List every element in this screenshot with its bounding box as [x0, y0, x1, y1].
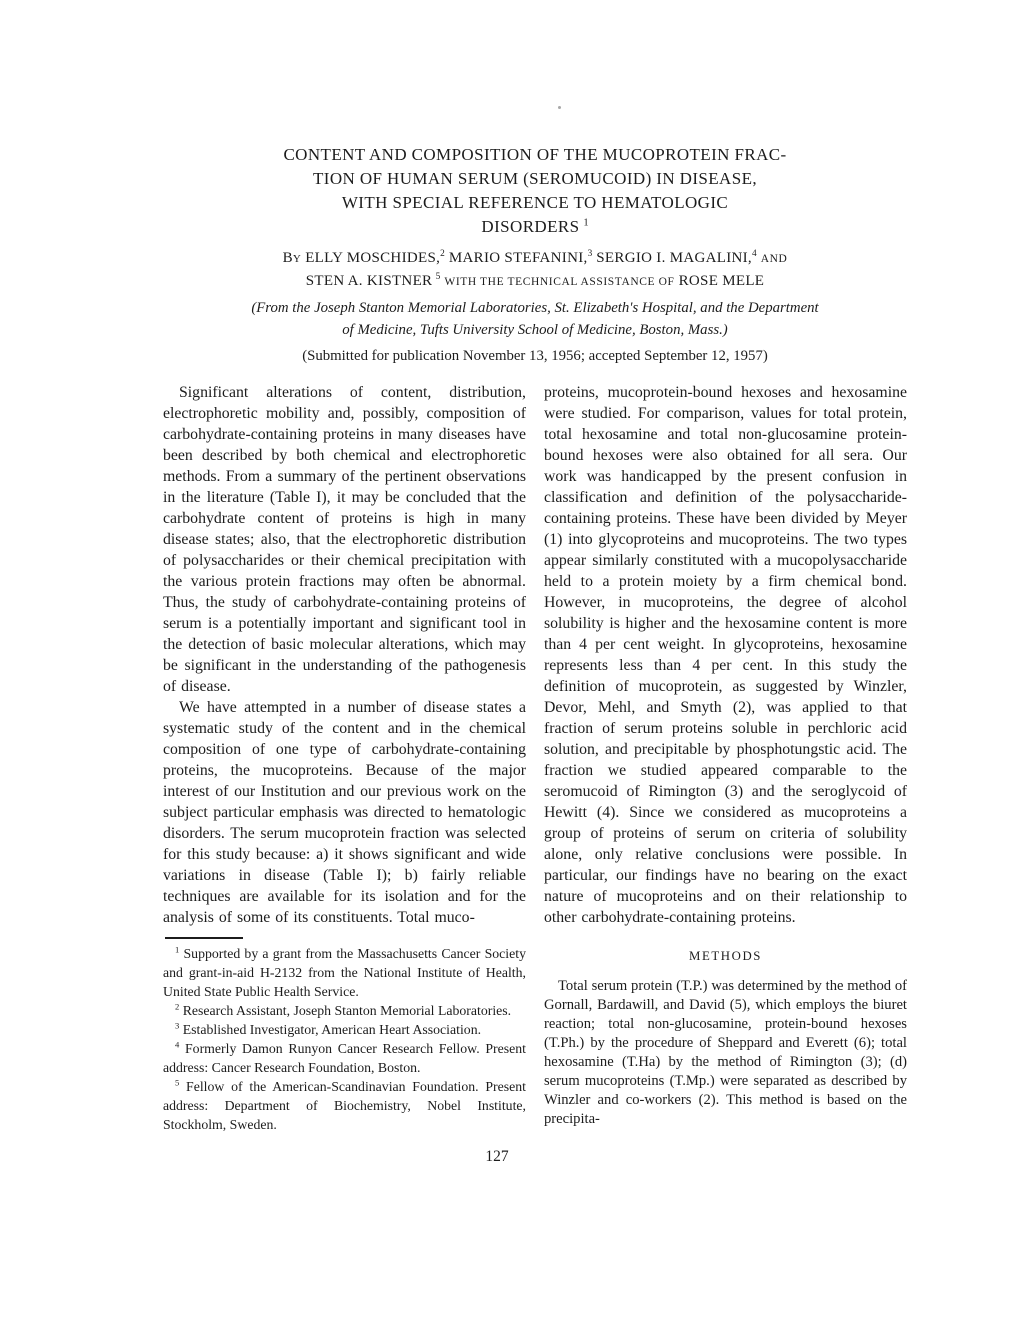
author-1-ref: 2: [440, 249, 445, 259]
footnote-divider: [165, 937, 243, 939]
page-number: 127: [485, 1148, 509, 1165]
title-disorders: DISORDERS: [481, 217, 580, 236]
submission-note: (Submitted for publication November 13, 1956; accepted September 12, 1957): [302, 348, 768, 364]
affiliation: [163, 297, 907, 341]
author-2: MARIO STEFANINI,: [448, 250, 588, 266]
author-2-ref: 3: [587, 249, 593, 259]
footnote-4-ref: 4: [175, 1039, 180, 1050]
body-paragraph-2: We have attempted in a number of disease states a systematic study of the content and in the chemical composition of one type of carbohydrate-containing proteins, the mucoproteins. Because of the major interest of our Institution and our previous work on the subject particular emphasis was directed to hematologic disorders. The serum mucoprotein fraction was selected for this study because: a) it shows significant and wide variations in disease (Table I); b) fairly reliable techniques are available for its isolation and for the analysis of some of its constituents. Total muco-: [163, 699, 526, 926]
footnote-3: [163, 1020, 526, 1039]
and-label: AND: [760, 253, 788, 265]
author-4: STEN A. KISTNER: [305, 273, 433, 289]
assistant-name: ROSE MELE: [678, 273, 765, 289]
footnote-5-text: Fellow of the American-Scandinavian Foundation. Present address: Department of Biochemistry, Nobel Institute, Stockholm, Sweden.: [163, 1079, 526, 1132]
left-column: [163, 382, 526, 1134]
author-3: SERGIO I. MAGALINI,: [596, 250, 752, 266]
body-paragraph-continuation: proteins, mucoprotein-bound hexoses and hexosamine were studied. For comparison, values for total protein, total hexosamine and total non-glucosamine protein-bound hexoses were also obtained for all sera. Our work was handicapped by the present confusion in classification and definition of the polysaccharide-containing proteins. These have been divided by Meyer (1) into glycoproteins and mucoproteins. The two types appear similarly constituted with a mucopolysaccharide held to a protein moiety by a firm chemical bond. However, in mucoproteins, the degree of alcohol solubility is higher and the hexosamine content is more than 4 per cent weight. In glycoproteins, hexosamine represents less than 4 per cent. In this study the definition of mucoprotein, as suggested by Winzler, Devor, Mehl, and Smyth (2), was applied to that fraction of serum proteins soluble in perchloric acid solution, and precipitable by phosphotungstic acid. The fraction we studied appeared comparable to the seromucoid of Rimington (3) and the seroglycoid of Hewitt (4). Since we considered as mucoproteins a group of proteins of serum on criteria of solubility alone, only relative conclusions were possible. In particular, our findings have no bearing on the exact nature of mucoproteins and on their relationship to other carbohydrate-containing proteins.: [544, 384, 907, 926]
affiliation-line-1: (From the Joseph Stanton Memorial Laboratories, St. Elizabeth's Hospital, and the Department: [251, 300, 819, 316]
body-paragraph-1: Significant alterations of content, distribution, electrophoretic mobility and, possibly, composition of carbohydrate-containing proteins in many diseases have been described by both chemical and electrophoretic methods. From a summary of the pertinent observations in the literature (Table I), it may be concluded that the carbohydrate content of proteins is high in many disease states; also, that the electrophoretic distribution of polysaccharides or their chemical precipitation with the various protein fractions may often be abnormal. Thus, the study of carbohydrate-containing proteins of serum is a potentially important and significant tool in the detection of basic molecular alterations, which may be significant in the understanding of the pathogenesis of disease.: [163, 384, 526, 695]
footnote-3-ref: 3: [175, 1020, 180, 1031]
byline: [163, 247, 907, 293]
footnote-section: [163, 937, 526, 1134]
author-1: ELLY MOSCHIDES,: [305, 250, 441, 266]
methods-paragraph: Total serum protein (T.P.) was determined by the method of Gornall, Bardawill, and David (5), which employs the biuret reaction; total non-glucosamine, protein-bound hexoses (T.Ph.) by the procedure of Sheppard and Everett (6); total hexosamine (T.Ha) by the method of Rimington (3); (d) serum mucoproteins (T.Mp.) were separated as described by Winzler and co-workers (2). This method is based on the precipita-: [544, 978, 907, 1127]
author-4-ref: 5: [435, 272, 441, 282]
byline-line-1: [163, 247, 907, 270]
title-footnote-ref: 1: [583, 217, 589, 229]
footnote-1: [163, 944, 526, 1001]
affiliation-line-2: of Medicine, Tufts University School of Medicine, Boston, Mass.): [342, 322, 728, 338]
footnote-4: [163, 1039, 526, 1077]
right-column: [544, 382, 907, 1134]
two-column-body: [163, 382, 907, 1134]
footnote-1-ref: 1: [175, 944, 180, 955]
by-label: By: [282, 250, 302, 266]
footnote-5: [163, 1077, 526, 1134]
footnote-2-text: Research Assistant, Joseph Stanton Memorial Laboratories.: [182, 1003, 512, 1018]
title-line-1: CONTENT AND COMPOSITION OF THE MUCOPROTEIN FRAC-: [283, 145, 787, 164]
assistance-label: WITH THE TECHNICAL ASSISTANCE OF: [444, 276, 675, 288]
journal-page: [163, 0, 907, 1166]
author-3-ref: 4: [751, 249, 757, 259]
byline-line-2: [163, 270, 907, 293]
footnote-4-text: Formerly Damon Runyon Cancer Research Fellow. Present address: Cancer Research Foundation, Boston.: [163, 1041, 527, 1075]
footnote-2: [163, 1001, 526, 1020]
footnote-2-ref: 2: [175, 1001, 180, 1012]
footnote-5-ref: 5: [175, 1077, 180, 1088]
title-line-4: [163, 215, 907, 239]
title-line-3: WITH SPECIAL REFERENCE TO HEMATOLOGIC: [341, 193, 729, 212]
footnote-3-text: Established Investigator, American Heart Association.: [182, 1022, 482, 1037]
methods-heading: METHODS: [688, 949, 763, 963]
footnote-1-text: Supported by a grant from the Massachusetts Cancer Society and grant-in-aid H-2132 from the National Institute of Health, United State Public Health Service.: [163, 946, 526, 999]
title-line-2: TION OF HUMAN SERUM (SEROMUCOID) IN DISEASE,: [312, 169, 758, 188]
article-title: [163, 143, 907, 239]
